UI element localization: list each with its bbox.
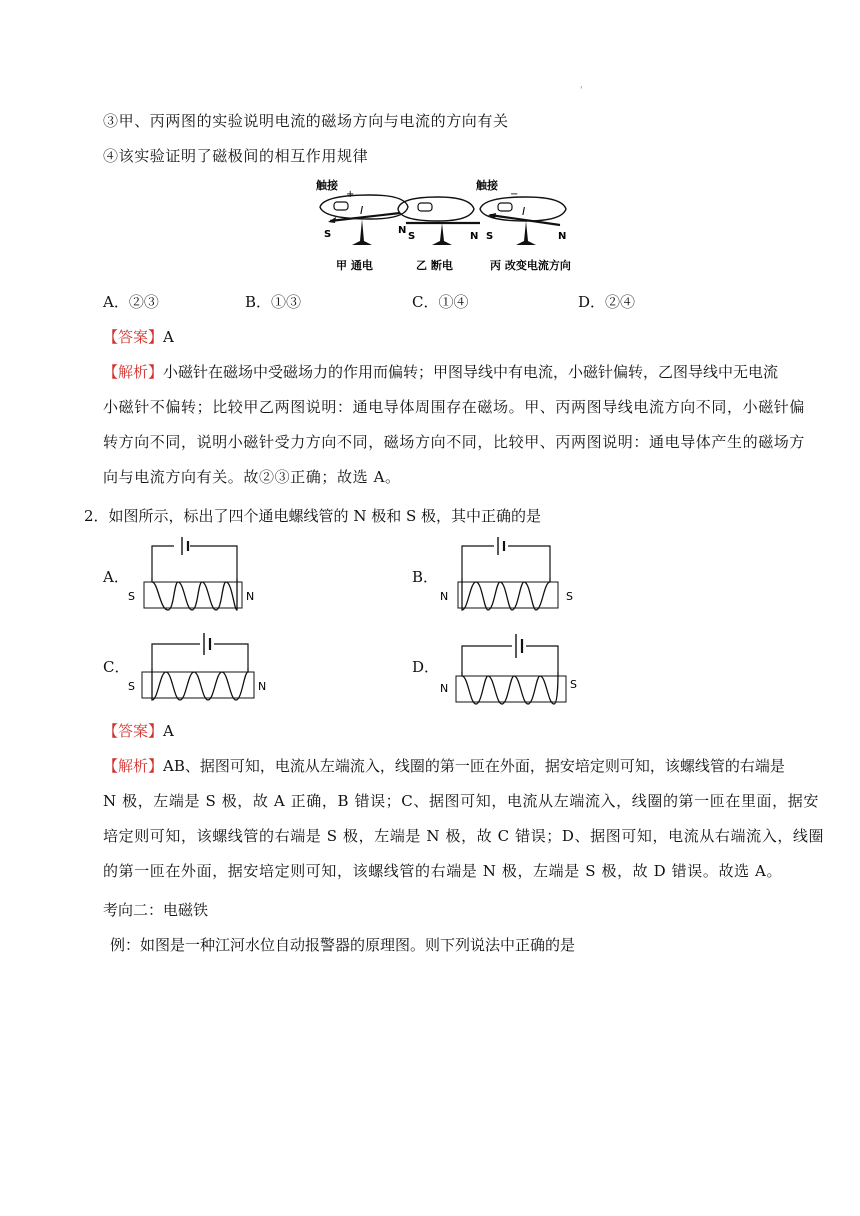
current-label-jia: I xyxy=(360,204,364,217)
s-label-bing: S xyxy=(486,231,494,242)
q2-analysis-line-2: N 极，左端是 S 极，故 A 正确，B 错误；C、据图可知，电流从左端流入，线圈的第一匝在里面，据安 xyxy=(103,792,819,810)
stand-yi xyxy=(432,223,452,245)
option-a[interactable] xyxy=(103,291,159,312)
solenoid-option-a-letter[interactable]: A． xyxy=(103,568,129,586)
option-b-text: ①③ xyxy=(271,293,302,311)
current-label-bing: I xyxy=(522,205,526,218)
analysis-tag: 【解析】 xyxy=(103,363,164,381)
circuit-wire-c xyxy=(152,644,248,668)
section-title: 考向二：电磁铁 xyxy=(103,901,209,919)
s-label-yi: S xyxy=(408,231,416,242)
panel-yi xyxy=(398,197,480,272)
solenoid-d xyxy=(434,626,584,706)
stand-jia xyxy=(352,219,372,245)
caption-yi: 乙 断电 xyxy=(416,259,453,272)
panel-jia xyxy=(316,178,408,272)
option-d-text: ②④ xyxy=(605,293,636,311)
q2-analysis-line-4: 的第一匝在外面，据安培定则可知，该螺线管的右端是 N 极，左端是 S 极，故 D 错误。故选 A。 xyxy=(103,862,783,880)
solenoid-b xyxy=(434,536,574,612)
solenoid-c xyxy=(122,626,272,702)
q1-analysis-line-4: 向与电流方向有关。故②③正确；故选 A。 xyxy=(103,468,401,486)
solenoid-c-right-pole: N xyxy=(258,680,267,693)
solenoid-option-b-letter[interactable]: B． xyxy=(412,568,439,586)
analysis-text: 小磁针在磁场中受磁场力的作用而偏转；甲图导线中有电流，小磁针偏转，乙图导线中无电流 xyxy=(163,363,779,381)
circuit-wire-d xyxy=(462,646,558,672)
battery-jia xyxy=(334,202,348,210)
option-b-letter: B． xyxy=(245,293,272,311)
n-label-jia: N xyxy=(398,225,407,236)
option-c-letter: C． xyxy=(412,293,439,311)
page-mark: ' xyxy=(580,86,583,96)
oersted-figure xyxy=(310,175,585,280)
stand-bing xyxy=(516,221,536,245)
option-c[interactable] xyxy=(412,291,469,312)
q1-answer xyxy=(103,326,174,347)
analysis-tag-2: 【解析】 xyxy=(103,757,164,775)
option-d[interactable] xyxy=(578,291,635,312)
option-b[interactable] xyxy=(245,291,301,312)
battery-yi xyxy=(418,203,432,211)
solenoid-c-left-pole: S xyxy=(128,680,135,693)
wire-loop-jia xyxy=(320,195,408,219)
s-label-jia: S xyxy=(324,229,332,240)
q1-analysis-line-3: 转方向不同，说明小磁针受力方向不同，磁场方向不同，比较甲、丙两图说明：通电导体产生的磁场方 xyxy=(103,433,806,451)
n-label-bing: N xyxy=(558,231,567,242)
answer-value-2: A xyxy=(163,722,174,740)
n-label-yi: N xyxy=(470,231,479,242)
needle-tip-jia xyxy=(328,217,336,223)
solenoid-a xyxy=(122,536,255,612)
coil-c xyxy=(152,668,248,700)
caption-bing: 丙 改变电流方向 xyxy=(490,259,571,272)
solenoid-b-left-pole: N xyxy=(440,590,449,603)
analysis-text-2: AB、据图可知，电流从左端流入，线圈的第一匝在外面，据安培定则可知，该螺线管的右端是 xyxy=(163,757,785,775)
option-d-letter: D． xyxy=(578,293,606,311)
solenoid-b-right-pole: S xyxy=(566,590,573,603)
plus-label: + xyxy=(346,189,355,200)
q1-analysis-line-2: 小磁针不偏转；比较甲乙两图说明：通电导体周围存在磁场。甲、丙两图导线电流方向不同，小磁针偏 xyxy=(103,398,806,416)
solenoid-d-left-pole: N xyxy=(440,682,449,695)
minus-label: − xyxy=(510,189,519,200)
option-a-text: ②③ xyxy=(128,293,159,311)
statement-4: ④该实验证明了磁极间的相互作用规律 xyxy=(103,147,369,165)
coil-b xyxy=(462,578,550,610)
circuit-wire-b xyxy=(462,546,550,578)
answer-tag-2: 【答案】 xyxy=(103,722,164,740)
question-2-stem xyxy=(84,505,541,526)
battery-bing xyxy=(498,203,512,211)
solenoid-a-left-pole: S xyxy=(128,590,135,603)
caption-jia: 甲 通电 xyxy=(336,259,373,272)
question-number: 2． xyxy=(84,507,109,525)
solenoid-a-right-pole: N xyxy=(246,590,255,603)
touch-label-jia: 触接 xyxy=(316,179,338,192)
wire-loop-yi xyxy=(398,197,474,221)
question-text: 如图所示，标出了四个通电螺线管的 N 极和 S 极，其中正确的是 xyxy=(108,507,542,525)
solenoid-option-d-letter[interactable]: D． xyxy=(412,658,440,676)
example-text: 例：如图是一种江河水位自动报警器的原理图。则下列说法中正确的是 xyxy=(110,936,576,954)
panel-bing xyxy=(476,178,571,272)
coil-d xyxy=(462,672,558,704)
coil-a xyxy=(152,578,237,610)
circuit-wire-a xyxy=(152,546,237,578)
answer-value: A xyxy=(163,328,174,346)
q2-answer xyxy=(103,720,174,741)
option-c-text: ①④ xyxy=(438,293,469,311)
solenoid-option-c-letter[interactable]: C． xyxy=(103,658,130,676)
touch-label-bing: 触接 xyxy=(476,179,498,192)
solenoid-d-right-pole: S xyxy=(570,678,577,691)
statement-3: ③甲、丙两图的实验说明电流的磁场方向与电流的方向有关 xyxy=(103,112,509,130)
q2-analysis-line-3: 培定则可知，该螺线管的右端是 S 极，左端是 N 极，故 C 错误；D、据图可知，电流从右端流入，线圈 xyxy=(103,827,825,845)
q2-analysis-line-1 xyxy=(103,755,785,776)
option-a-letter: A． xyxy=(103,293,129,311)
q1-analysis-line-1 xyxy=(103,361,778,382)
answer-tag: 【答案】 xyxy=(103,328,164,346)
